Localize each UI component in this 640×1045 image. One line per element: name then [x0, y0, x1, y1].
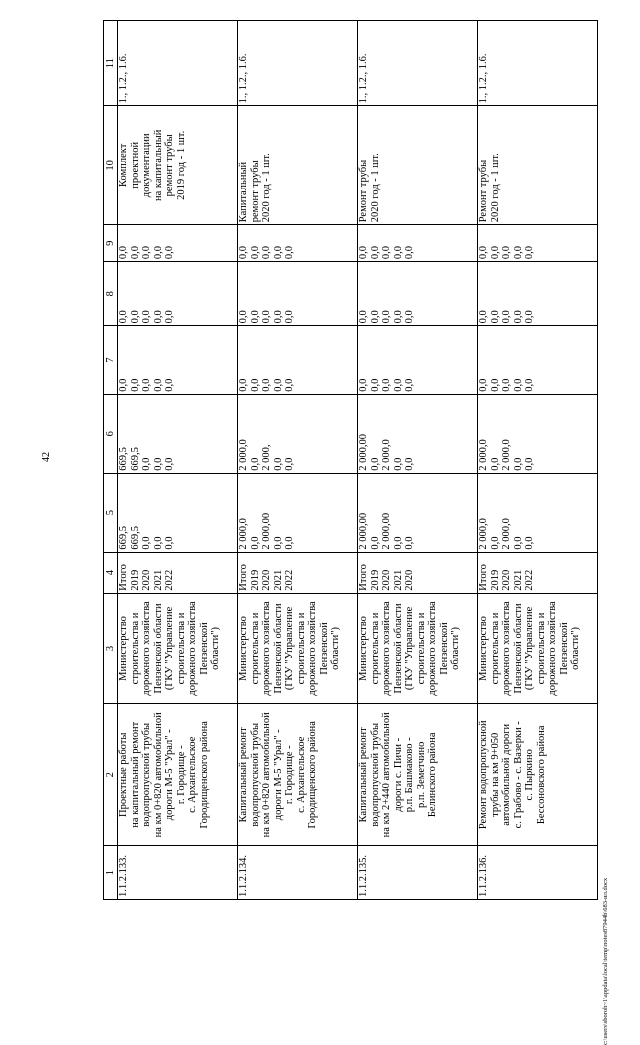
column-header: 7 — [104, 326, 118, 394]
cell-line: 0,0 — [238, 246, 249, 260]
cell-line: Проектные работы — [118, 732, 129, 817]
table-row — [238, 21, 358, 900]
cell-line: 0,0 — [238, 378, 249, 392]
cell-line: (ГКУ "Управление — [404, 606, 415, 691]
table-cell-result — [478, 106, 598, 225]
cell-line: дорожного хозяйства — [427, 601, 438, 696]
cell-line: области") — [570, 627, 581, 670]
cell-line: Итого — [238, 564, 249, 591]
cell-line: дороги М-5 "Урал" - — [272, 729, 284, 821]
table-cell-c8 — [358, 262, 478, 326]
cell-line: 0,0 — [284, 310, 295, 324]
table-cell-num: 1.1.2.133. — [118, 846, 238, 900]
cell-line: 2020 — [404, 569, 415, 591]
cell-line: 0,0 — [524, 246, 535, 260]
cell-line: Итого — [358, 564, 369, 591]
cell-line: дороги с. Пичи - — [392, 737, 404, 812]
cell-line: 0,0 — [152, 536, 164, 550]
cell-line: 0,0 — [164, 378, 175, 392]
table-cell-c5 — [478, 473, 598, 552]
cell-line: 0,0 — [381, 310, 392, 324]
cell-line: 0,0 — [489, 246, 501, 260]
table-cell-name — [478, 704, 598, 846]
table-cell-years — [118, 552, 238, 593]
cell-line: 2 000,0 — [501, 439, 512, 471]
cell-line: 0,0 — [129, 246, 141, 260]
column-header: 2 — [104, 704, 118, 846]
table-cell-refs: 1., 1.2., 1.6. — [118, 21, 238, 106]
cell-line: 0,0 — [118, 378, 129, 392]
table-cell-c9 — [238, 225, 358, 262]
column-header: 4 — [104, 552, 118, 593]
cell-line: 0,0 — [249, 310, 261, 324]
table-cell-executor — [358, 593, 478, 704]
cell-line: 0,0 — [272, 310, 284, 324]
column-header: 10 — [104, 106, 118, 225]
cell-line: водопропускной трубы — [141, 722, 152, 827]
cell-line: (ГКУ "Управление — [164, 606, 175, 691]
cell-line: дорожного хозяйства — [501, 601, 512, 696]
cell-line: 0,0 — [249, 457, 261, 471]
cell-line: строительства и — [489, 612, 501, 685]
cell-line: 0,0 — [284, 457, 295, 471]
cell-line: 0,0 — [478, 310, 489, 324]
cell-line: Ремонт трубы — [358, 159, 369, 223]
cell-line: 0,0 — [501, 310, 512, 324]
cell-line: 2019 — [129, 569, 141, 591]
cell-line: с. Архангельское — [295, 736, 307, 813]
cell-line: дороги М-5 "Урал" - — [164, 729, 175, 821]
cell-line: 0,0 — [512, 310, 524, 324]
table-cell-num: 1.1.2.136. — [478, 846, 598, 900]
column-header: 3 — [104, 593, 118, 704]
cell-line: трубы на км 9+050 — [489, 732, 501, 817]
column-header: 9 — [104, 225, 118, 262]
cell-line: 0,0 — [392, 536, 404, 550]
cell-line: 2020 — [141, 569, 152, 591]
cell-line: на км 0+820 автомобильной — [261, 712, 272, 838]
cell-line: Городищенского района — [307, 721, 318, 829]
cell-line: 0,0 — [524, 378, 535, 392]
cell-line: области") — [210, 627, 221, 670]
page-number: 42 — [41, 452, 52, 462]
cell-line: 0,0 — [489, 536, 501, 550]
cell-line: 2019 — [489, 569, 501, 591]
table-cell-executor — [478, 593, 598, 704]
table-row — [358, 21, 478, 900]
cell-line: 2021 — [272, 569, 284, 591]
table-cell-c8 — [238, 262, 358, 326]
cell-line: 0,0 — [369, 310, 381, 324]
cell-line: 0,0 — [392, 310, 404, 324]
cell-line: на км 2+440 автомобильной — [381, 712, 392, 838]
cell-line: области") — [450, 627, 461, 670]
table-cell-c6 — [478, 394, 598, 473]
cell-line: ремонт трубы — [249, 160, 261, 223]
cell-line: 2019 — [249, 569, 261, 591]
cell-line: 0,0 — [404, 246, 415, 260]
cell-line: 0,0 — [392, 457, 404, 471]
cell-line: 2020 год - 1 шт. — [489, 153, 501, 223]
cell-line: 0,0 — [369, 457, 381, 471]
cell-line: строительства и — [175, 612, 187, 685]
cell-line: 2022 — [284, 569, 295, 591]
cell-line: Капитальный — [238, 161, 249, 223]
cell-line: строительства и — [129, 612, 141, 685]
cell-line: 0,0 — [272, 378, 284, 392]
table-cell-c7 — [478, 326, 598, 394]
table-cell-c7 — [238, 326, 358, 394]
cell-line: водопропускной трубы — [369, 722, 381, 827]
cell-line: дорожного хозяйства — [141, 601, 152, 696]
cell-line: 0,0 — [141, 536, 152, 550]
cell-line: 0,0 — [261, 310, 272, 324]
table-cell-c5 — [118, 473, 238, 552]
cell-line: 2019 — [369, 569, 381, 591]
cell-line: г. Городище - — [284, 745, 295, 805]
cell-line: 0,0 — [381, 246, 392, 260]
table-cell-num: 1.1.2.134. — [238, 846, 358, 900]
cell-line: 0,0 — [524, 536, 535, 550]
cell-line: 0,0 — [261, 246, 272, 260]
cell-line: Пензенской области — [392, 603, 404, 694]
cell-line: 0,0 — [261, 378, 272, 392]
cell-line: 669,5 — [118, 526, 129, 550]
cell-line: 0,0 — [524, 457, 535, 471]
table-cell-c6 — [118, 394, 238, 473]
table-cell-c9 — [478, 225, 598, 262]
table-cell-c8 — [478, 262, 598, 326]
table-cell-result — [118, 106, 238, 225]
cell-line: 0,0 — [489, 310, 501, 324]
table-cell-c9 — [358, 225, 478, 262]
footer-file-path: c:\users\sboroh~1\appdata\local\temp\notes87944b\683-ил.docx — [602, 877, 609, 1045]
table-frame — [103, 20, 598, 900]
table-cell-num: 1.1.2.135. — [358, 846, 478, 900]
column-header: 8 — [104, 262, 118, 326]
cell-line: 0,0 — [404, 310, 415, 324]
cell-line: 0,0 — [369, 536, 381, 550]
cell-line: 2 000,0 — [478, 439, 489, 471]
cell-line: 2 000,0 — [238, 439, 249, 471]
cell-line: Итого — [478, 564, 489, 591]
cell-line: 2020 год - 1 шт. — [261, 153, 272, 223]
cell-line: ремонт трубы — [164, 134, 175, 197]
cell-line: Капитальный ремонт — [358, 727, 369, 823]
table-cell-c5 — [238, 473, 358, 552]
cell-line: 0,0 — [164, 310, 175, 324]
table-cell-refs: 1., 1.2., 1.6. — [478, 21, 598, 106]
cell-line: 0,0 — [512, 457, 524, 471]
cell-line: 2 000,0 — [478, 518, 489, 550]
table-cell-result — [358, 106, 478, 225]
cell-line: 0,0 — [381, 378, 392, 392]
cell-line: 0,0 — [478, 378, 489, 392]
cell-line: дорожного хозяйства — [187, 601, 198, 696]
table-cell-years — [238, 552, 358, 593]
cell-line: дорожного хозяйства — [261, 601, 272, 696]
table-cell-c9 — [118, 225, 238, 262]
column-number-row — [104, 21, 118, 900]
cell-line: 2019 год - 1 шт. — [175, 130, 187, 200]
cell-line: Комплект — [118, 143, 129, 187]
column-header: 1 — [104, 846, 118, 900]
cell-line: 0,0 — [141, 378, 152, 392]
cell-line: 2022 — [164, 569, 175, 591]
cell-line: 2020 год - 1 шт. — [369, 153, 381, 223]
cell-line: 0,0 — [392, 246, 404, 260]
table-row — [478, 21, 598, 900]
cell-line: строительства и — [535, 612, 547, 685]
cell-line: 0,0 — [512, 378, 524, 392]
cell-line: 0,0 — [141, 246, 152, 260]
cell-line: 0,0 — [489, 457, 501, 471]
cell-line: 2 000,0 — [238, 518, 249, 550]
cell-line: 0,0 — [369, 378, 381, 392]
cell-line: 0,0 — [141, 310, 152, 324]
table-cell-result — [238, 106, 358, 225]
cell-line: с. Грабово - с. Вазерки - — [512, 721, 524, 829]
cell-line: р.п. Башмаково - — [404, 737, 415, 813]
cell-line: Пензенской — [198, 622, 210, 675]
cell-line: Пензенской области — [512, 603, 524, 694]
table-cell-executor — [118, 593, 238, 704]
cell-line: Министерство — [358, 616, 369, 681]
cell-line: строительства и — [295, 612, 307, 685]
cell-line: 2 000, — [261, 444, 272, 471]
cell-line: 0,0 — [358, 310, 369, 324]
table-cell-c6 — [358, 394, 478, 473]
cell-line: 0,0 — [369, 246, 381, 260]
cell-line: строительства и — [249, 612, 261, 685]
cell-line: на капитальный — [152, 129, 164, 202]
table-cell-refs: 1., 1.2., 1.6. — [238, 21, 358, 106]
table-cell-name — [238, 704, 358, 846]
cell-line: 2 000,0 — [381, 439, 392, 471]
budget-table — [103, 20, 598, 900]
cell-line: 2 000,00 — [381, 512, 392, 550]
cell-line: (ГКУ "Управление — [524, 606, 535, 691]
cell-line: 0,0 — [249, 536, 261, 550]
cell-line: 0,0 — [501, 246, 512, 260]
cell-line: 0,0 — [249, 246, 261, 260]
cell-line: 0,0 — [152, 457, 164, 471]
cell-line: области") — [330, 627, 341, 670]
cell-line: 0,0 — [489, 378, 501, 392]
cell-line: 0,0 — [358, 246, 369, 260]
cell-line: 2021 — [392, 569, 404, 591]
cell-line: 0,0 — [284, 378, 295, 392]
cell-line: 2 000,0 — [501, 518, 512, 550]
table-cell-c8 — [118, 262, 238, 326]
table-cell-refs: 1., 1.2., 1.6. — [358, 21, 478, 106]
cell-line: с. Пыркино — [524, 749, 535, 801]
cell-line: 669,5 — [118, 447, 129, 471]
cell-line: Министерство — [238, 616, 249, 681]
cell-line: 0,0 — [404, 536, 415, 550]
cell-line: строительства и — [415, 612, 427, 685]
cell-line: дорожного хозяйства — [307, 601, 318, 696]
cell-line: Пензенской — [558, 622, 570, 675]
cell-line: Министерство — [118, 616, 129, 681]
cell-line: Ремонт трубы — [478, 159, 489, 223]
cell-line: Пензенской — [318, 622, 330, 675]
cell-line: 0,0 — [284, 536, 295, 550]
cell-line: 0,0 — [152, 246, 164, 260]
cell-line: 0,0 — [129, 378, 141, 392]
cell-line: Министерство — [478, 616, 489, 681]
cell-line: 0,0 — [141, 457, 152, 471]
column-header: 11 — [104, 21, 118, 106]
cell-line: 0,0 — [284, 246, 295, 260]
cell-line: 0,0 — [272, 536, 284, 550]
cell-line: дорожного хозяйства — [381, 601, 392, 696]
cell-line: Пензенской области — [152, 603, 164, 694]
cell-line: Пензенской — [438, 622, 450, 675]
cell-line: Ремонт водопропускной — [478, 720, 489, 830]
table-cell-executor — [238, 593, 358, 704]
cell-line: 0,0 — [524, 310, 535, 324]
cell-line: 0,0 — [164, 457, 175, 471]
cell-line: 2020 — [501, 569, 512, 591]
table-cell-years — [478, 552, 598, 593]
cell-line: 2021 — [152, 569, 164, 591]
cell-line: 2021 — [512, 569, 524, 591]
cell-line: 0,0 — [272, 457, 284, 471]
table-cell-c6 — [238, 394, 358, 473]
table-cell-c5 — [358, 473, 478, 552]
cell-line: проектной — [129, 141, 141, 189]
cell-line: с. Архангельское — [187, 736, 198, 813]
cell-line: 0,0 — [164, 536, 175, 550]
cell-line: 0,0 — [118, 246, 129, 260]
cell-line: г. Городище - — [175, 745, 187, 805]
table-cell-c7 — [358, 326, 478, 394]
cell-line: 0,0 — [392, 378, 404, 392]
table-cell-name — [118, 704, 238, 846]
cell-line: 669,5 — [129, 447, 141, 471]
cell-line: Белинского района — [427, 732, 438, 818]
table-cell-years — [358, 552, 478, 593]
cell-line: документации — [141, 133, 152, 198]
cell-line: 0,0 — [118, 310, 129, 324]
cell-line: автомобильной дороги — [501, 723, 512, 826]
cell-line: 0,0 — [358, 378, 369, 392]
cell-line: 2 000,00 — [261, 512, 272, 550]
cell-line: 2022 — [524, 569, 535, 591]
cell-line: Бессоновского района — [535, 725, 547, 825]
cell-line: 0,0 — [249, 378, 261, 392]
cell-line: (ГКУ "Управление — [284, 606, 295, 691]
cell-line: р.п. Земетчино — [415, 741, 427, 808]
cell-line: водопропускной трубы — [249, 722, 261, 827]
cell-line: 669,5 — [129, 526, 141, 550]
cell-line: 0,0 — [512, 246, 524, 260]
cell-line: 0,0 — [512, 536, 524, 550]
cell-line: 0,0 — [478, 246, 489, 260]
cell-line: Капитальный ремонт — [238, 727, 249, 823]
cell-line: 0,0 — [501, 378, 512, 392]
cell-line: Итого — [118, 564, 129, 591]
cell-line: Пензенской области — [272, 603, 284, 694]
cell-line: 0,0 — [238, 310, 249, 324]
cell-line: строительства и — [369, 612, 381, 685]
cell-line: дорожного хозяйства — [547, 601, 558, 696]
cell-line: на капитальный ремонт — [129, 721, 141, 828]
cell-line: 0,0 — [152, 378, 164, 392]
cell-line: 0,0 — [272, 246, 284, 260]
cell-line: 0,0 — [129, 310, 141, 324]
cell-line: на км 0+820 автомобильной — [152, 712, 164, 838]
cell-line: 2 000,00 — [358, 433, 369, 471]
cell-line: 0,0 — [152, 310, 164, 324]
table-cell-name — [358, 704, 478, 846]
cell-line: 2 000,00 — [358, 512, 369, 550]
cell-line: 2020 — [381, 569, 392, 591]
table-cell-c7 — [118, 326, 238, 394]
cell-line: 0,0 — [404, 378, 415, 392]
cell-line: 0,0 — [404, 457, 415, 471]
table-row — [118, 21, 238, 900]
cell-line: 0,0 — [164, 246, 175, 260]
cell-line: 2020 — [261, 569, 272, 591]
column-header: 5 — [104, 473, 118, 552]
column-header: 6 — [104, 394, 118, 473]
cell-line: Городищенского района — [198, 721, 210, 829]
